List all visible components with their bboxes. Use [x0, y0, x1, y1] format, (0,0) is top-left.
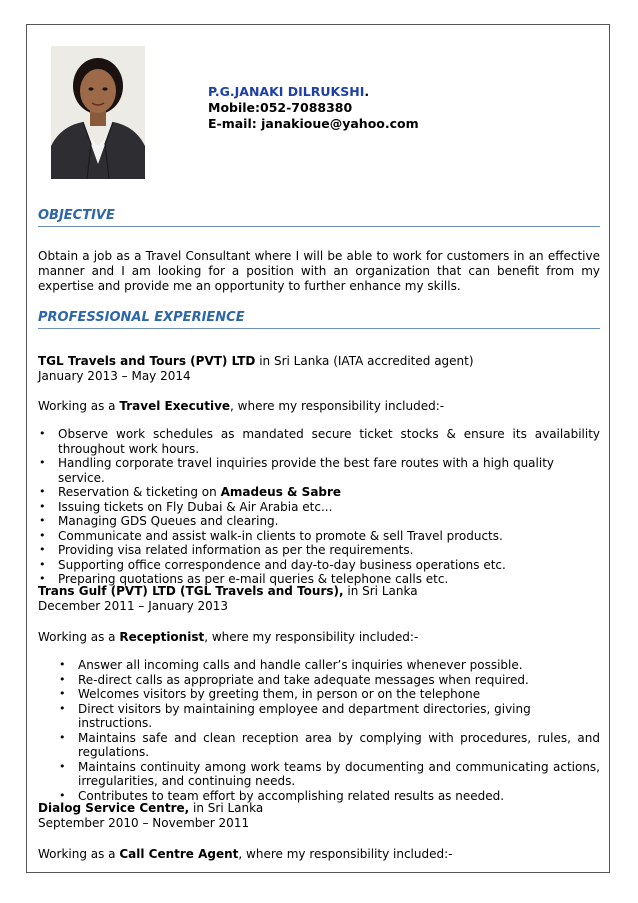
email-address: E-mail: janakioue@yahoo.com	[208, 116, 419, 131]
list-item: • Issuing tickets on Fly Dubai & Air Arabia etc...	[39, 499, 333, 514]
job-3-company-line: Dialog Service Centre, in Sri Lanka	[38, 801, 264, 815]
job-3-role: Working as a Call Centre Agent, where my responsibility included:-	[38, 847, 453, 861]
objective-text: Obtain a job as a Travel Consultant where I will be able to work for customers in an effective manner and I am looking for a position with an organization that can benefit from my expertise and provide me an opportunity to further enhance my skills.	[38, 249, 600, 293]
job-2-header	[38, 584, 600, 614]
list-item: irregularities, and continuing needs.	[78, 774, 296, 788]
list-item: • Supporting office correspondence and day-to-day business operations etc.	[39, 557, 506, 572]
profile-photo	[51, 46, 145, 179]
list-item: regulations.	[78, 745, 150, 759]
list-item: • Contributes to team effort by accomplishing related results as needed.	[59, 788, 505, 803]
job-1-company-line: TGL Travels and Tours (PVT) LTD in Sri Lanka (IATA accredited agent)	[38, 354, 474, 368]
job-2-duties	[56, 658, 600, 803]
list-item: • Maintains continuity among work teams by documenting and communicating actions,	[59, 759, 600, 774]
contact-block	[208, 84, 419, 132]
list-item: • Answer all incoming calls and handle caller’s inquiries whenever possible.	[59, 658, 523, 672]
portrait-image	[51, 46, 145, 179]
job-2-company-line: Trans Gulf (PVT) LTD (TGL Travels and Tours), in Sri Lanka	[38, 584, 418, 598]
job-1-duties	[38, 427, 600, 587]
list-item: • Handling corporate travel inquiries provide the best fare routes with a high quality service.	[39, 456, 555, 485]
candidate-name: P.G.JANAKI DILRUKSHI.	[208, 84, 370, 99]
list-item: • Providing visa related information as per the requirements.	[39, 543, 414, 557]
job-1-header	[38, 354, 600, 384]
list-item: • Direct visitors by maintaining employee and department directories, giving instructions.	[59, 701, 531, 730]
job-1-role: Working as a Travel Executive, where my responsibility included:-	[38, 399, 445, 413]
job-2-period: December 2011 – January 2013	[38, 599, 229, 613]
job-2-role: Working as a Receptionist, where my responsibility included:-	[38, 630, 419, 644]
job-1-period: January 2013 – May 2014	[38, 369, 191, 383]
list-item: • Welcomes visitors by greeting them, in person or on the telephone	[59, 687, 481, 701]
list-item: • Reservation & ticketing on Amadeus & Sabre	[39, 485, 342, 499]
mobile-number: Mobile:052-7088380	[208, 100, 353, 115]
list-item: • Observe work schedules as mandated secure ticket stocks & ensure its availability	[39, 427, 600, 441]
list-item: throughout work hours.	[58, 441, 200, 456]
list-item: • Maintains safe and clean reception area by complying with procedures, rules, and	[59, 730, 600, 745]
job-3-period: September 2010 – November 2011	[38, 816, 250, 830]
objective-heading: OBJECTIVE	[38, 208, 600, 227]
experience-heading: PROFESSIONAL EXPERIENCE	[38, 310, 600, 329]
list-item: • Managing GDS Queues and clearing.	[39, 514, 279, 528]
list-item: • Re-direct calls as appropriate and take adequate messages when required.	[59, 672, 529, 687]
list-item: • Communicate and assist walk-in clients to promote & sell Travel products.	[39, 528, 503, 543]
list-item: • Preparing quotations as per e-mail queries & telephone calls etc.	[39, 572, 449, 586]
job-3-header	[38, 801, 600, 831]
